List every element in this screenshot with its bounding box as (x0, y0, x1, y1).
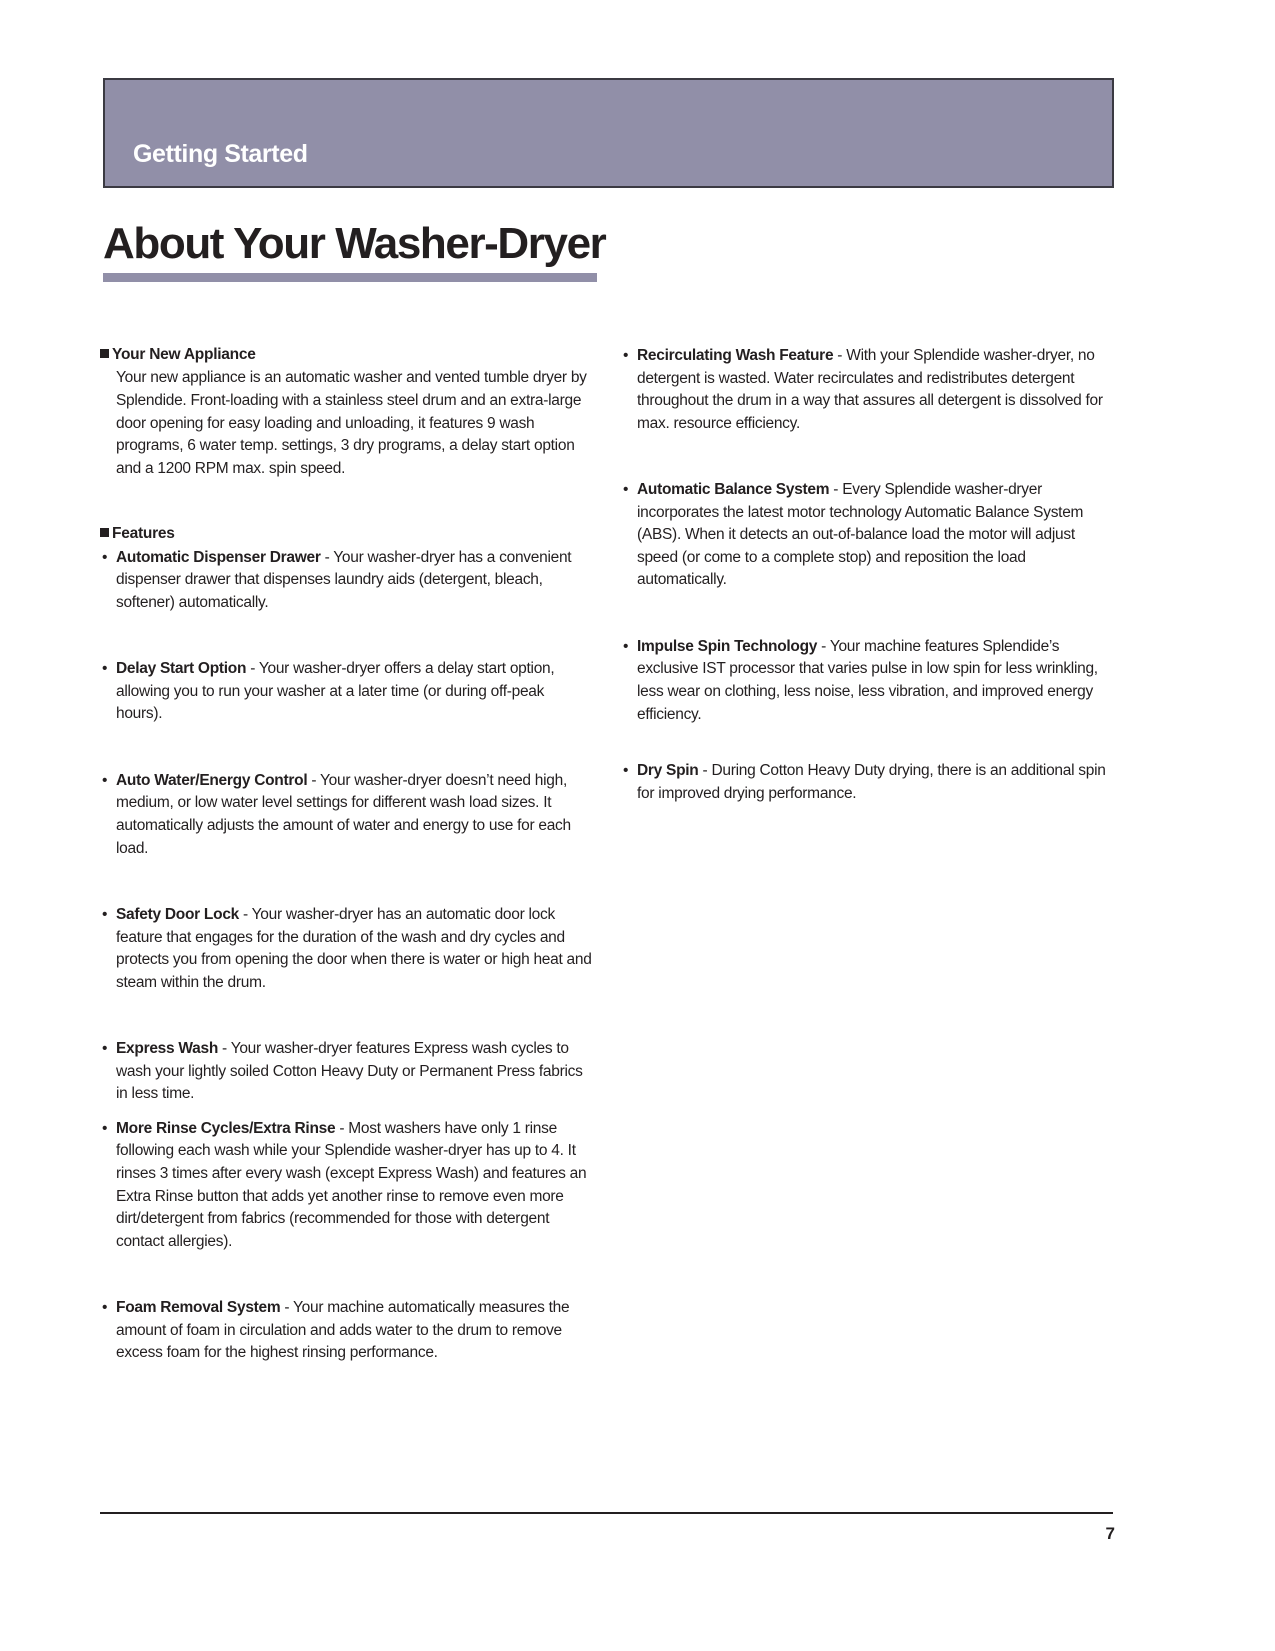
bullet-icon: • (102, 1040, 108, 1058)
spacer (621, 592, 1113, 636)
spacer (100, 1253, 592, 1297)
square-bullet-icon (100, 528, 109, 537)
feature-description: Your washer-dryer doesn’t need high, medium, or low water level settings for different wash load sizes. It automatically adjusts the amount of water and energy to use for each load. (116, 771, 571, 857)
feature-term: Auto Water/Energy Control (116, 771, 308, 789)
section-banner-label: Getting Started (133, 140, 308, 168)
feature-description: Your washer-dryer has an automatic door lock feature that engages for the duration of the wash and dry cycles and protects you from opening the door when there is water or high heat and steam within the drum. (116, 906, 592, 991)
list-item (621, 479, 1113, 592)
feature-description: With your Splendide washer-dryer, no detergent is wasted. Water recirculates and redistributes detergent throughout the drum in a way that assures all detergent is dissolved for max. resource efficiency. (637, 347, 1103, 432)
feature-description: Most washers have only 1 rinse following each wash while your Splendide washer-dryer has up to 4. It rinses 3 times after every wash (except Express Wash) and features an Extra Rinse button that adds yet another rinse to remove even more dirt/detergent from fabrics (recommended for those with detergent contact allergies). (116, 1119, 587, 1250)
your-new-appliance-heading (100, 345, 592, 365)
feature-term: Automatic Balance System (637, 481, 830, 499)
list-item (621, 636, 1113, 726)
feature-term: Automatic Dispenser Drawer (116, 548, 321, 566)
bullet-icon: • (102, 548, 108, 566)
feature-description: Your washer-dryer has a convenient dispenser drawer that dispenses laundry aids (detergent, bleach, softener) automatically. (116, 548, 572, 611)
heading-label: Features (112, 525, 175, 543)
feature-description: Your washer-dryer offers a delay start option, allowing you to run your washer at a later time (or during off-peak hours). (116, 660, 555, 723)
feature-description: Your machine automatically measures the amount of foam in circulation and adds water to the drum to remove excess foam for the highest rinsing performance. (116, 1299, 570, 1362)
spacer (621, 435, 1113, 479)
left-column (100, 345, 592, 1365)
list-item (100, 1118, 592, 1253)
feature-term: Impulse Spin Technology (637, 637, 818, 655)
list-item (100, 1297, 592, 1365)
bullet-icon: • (623, 481, 629, 499)
list-item (100, 658, 592, 726)
features-heading (100, 524, 592, 544)
spacer (100, 994, 592, 1038)
bullet-icon: • (102, 1299, 108, 1317)
feature-term: Delay Start Option (116, 660, 247, 678)
list-item (100, 770, 592, 860)
feature-separator: - (335, 1119, 349, 1137)
bullet-icon: • (623, 347, 629, 364)
feature-description: Your washer-dryer features Express wash cycles to wash your lightly soiled Cotton Heavy Duty or Permanent Press fabrics in less time. (116, 1040, 583, 1103)
feature-description: Your machine features Splendide’s exclusive IST processor that varies pulse in low spin for less wrinkling, less wear on clothing, less noise, less vibration, and improved energy efficiency. (637, 637, 1098, 723)
bullet-icon: • (102, 906, 108, 924)
page-title-block (103, 219, 803, 282)
feature-separator: - (833, 347, 847, 364)
feature-separator: - (246, 660, 259, 678)
feature-term: Recirculating Wash Feature (637, 347, 834, 364)
feature-term: Safety Door Lock (116, 906, 239, 924)
features-block (100, 524, 592, 1365)
bullet-icon: • (623, 762, 629, 780)
page-title: About Your Washer-Dryer (103, 219, 606, 268)
list-item (100, 904, 592, 994)
feature-separator: - (829, 481, 843, 499)
footer-divider (100, 1512, 1113, 1514)
feature-description: Every Splendide washer-dryer incorporates the latest motor technology Automatic Balance System (ABS). When it detects an out-of-balance load the motor will adjust speed (or come to a complete stop) and reposition the load automatically. (637, 481, 1084, 589)
spacer (100, 614, 592, 658)
list-item (100, 547, 592, 615)
spacer (100, 1106, 592, 1118)
list-item (621, 760, 1113, 805)
page-number: 7 (1105, 1524, 1115, 1543)
feature-separator: - (239, 906, 252, 924)
your-new-appliance-block (100, 345, 592, 480)
bullet-icon: • (102, 771, 108, 789)
your-new-appliance-paragraph: Your new appliance is an automatic washer and vented tumble dryer by Splendide. Front-loading with a stainless steel drum and an extra-large door opening for easy loading and unloading, it features 9 wash programs, 6 water temp. settings, 3 dry programs, a delay start option and a 1200 RPM max. spin speed. (116, 369, 587, 477)
section-banner (103, 78, 1114, 188)
feature-separator: - (307, 771, 321, 789)
spacer (621, 726, 1113, 760)
feature-separator: - (698, 762, 712, 780)
spacer (100, 860, 592, 904)
bullet-icon: • (102, 660, 108, 678)
feature-separator: - (218, 1040, 231, 1058)
spacer (100, 726, 592, 770)
bullet-icon: • (102, 1119, 108, 1137)
bullet-icon: • (623, 637, 629, 655)
feature-separator: - (817, 637, 830, 655)
square-bullet-icon (100, 349, 109, 358)
feature-term: Dry Spin (637, 762, 699, 780)
title-underline-rule (103, 273, 597, 282)
feature-term: Express Wash (116, 1040, 219, 1058)
list-item (100, 1038, 592, 1106)
feature-description: During Cotton Heavy Duty drying, there is an additional spin for improved drying performance. (637, 762, 1106, 802)
feature-term: More Rinse Cycles/Extra Rinse (116, 1119, 336, 1137)
feature-separator: - (280, 1299, 294, 1317)
spacer (100, 480, 592, 524)
heading-label: Your New Appliance (112, 346, 256, 363)
feature-term: Foam Removal System (116, 1299, 281, 1317)
right-column (621, 345, 1113, 805)
list-item (621, 345, 1113, 435)
feature-separator: - (320, 548, 334, 566)
